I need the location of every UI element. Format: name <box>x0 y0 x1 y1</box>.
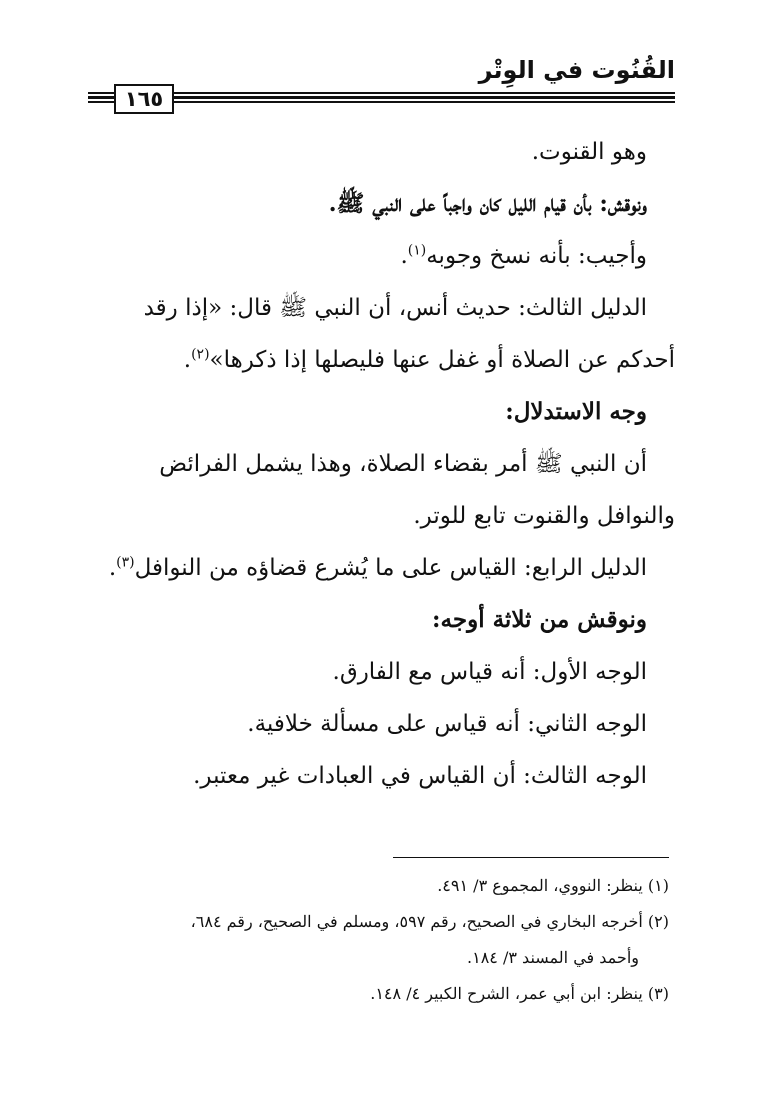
text-line <box>82 646 675 698</box>
footnote: (٢) أخرجه البخاري في الصحيح، رقم ٥٩٧، ومسلم في الصحيح، رقم ٦٨٤، <box>190 912 669 931</box>
text-span: الوجه الثالث: أن القياس في العبادات غير معتبر. <box>193 763 647 789</box>
text-line <box>82 178 675 230</box>
text-line <box>82 542 675 594</box>
footnote-ref: (٢) <box>191 346 210 363</box>
text-span: الوجه الأول: أنه قياس مع الفارق. <box>332 659 647 685</box>
period: . <box>400 243 408 269</box>
text-span: والنوافل والقنوت تابع للوتر. <box>413 503 675 529</box>
text-line <box>82 334 675 386</box>
text-span: الوجه الثاني: أنه قياس على مسألة خلافية. <box>247 711 647 737</box>
text-line <box>82 126 675 178</box>
header-rule-line <box>88 96 675 99</box>
footnote-separator <box>393 857 669 858</box>
footnotes <box>78 868 669 1012</box>
text-line <box>82 230 675 282</box>
text-span: وهو القنوت. <box>531 139 647 165</box>
running-title: القُنُوت في الوِتْر <box>478 56 675 84</box>
page-number: ١٦٥ <box>114 84 174 114</box>
text-span: وجه الاستدلال: <box>505 398 647 425</box>
text-line <box>82 490 675 542</box>
text-span: الدليل الرابع: القياس على ما يُشرع قضاؤه من النوافل <box>134 555 647 581</box>
text-span: الدليل الثالث: حديث أنس، أن النبي ﷺ قال: «إذا رقد <box>143 295 647 321</box>
body-text <box>82 126 675 802</box>
text-span: ونوقش: بأن قيام الليل كان واجباً على النبي ﷺ. <box>328 190 647 217</box>
footnote: (١) ينظر: النووي، المجموع ٣/ ٤٩١. <box>437 876 669 895</box>
footnote-ref: (٣) <box>116 554 135 571</box>
text-line <box>82 698 675 750</box>
period: . <box>108 555 117 581</box>
header-rule-line <box>88 92 675 94</box>
header-rule <box>88 90 675 104</box>
text-line <box>82 282 675 334</box>
text-line <box>82 438 675 490</box>
footnote-continuation: وأحمد في المسند ٣/ ١٨٤. <box>467 948 639 967</box>
section-heading <box>82 386 675 438</box>
period: . <box>183 347 192 373</box>
text-line <box>82 750 675 802</box>
footnote: (٣) ينظر: ابن أبي عمر، الشرح الكبير ٤/ ١٤٨. <box>370 984 669 1003</box>
text-span: وأجيب: بأنه نسخ وجوبه <box>426 243 647 269</box>
text-span: ونوقش من ثلاثة أوجه: <box>432 606 647 633</box>
text-span: أحدكم عن الصلاة أو غفل عنها فليصلها إذا ذكرها» <box>209 347 675 373</box>
footnote-ref: (١) <box>407 242 427 259</box>
text-span: أن النبي ﷺ أمر بقضاء الصلاة، وهذا يشمل الفرائض <box>159 451 647 477</box>
section-heading <box>82 594 675 646</box>
header-rule-line <box>88 101 675 103</box>
